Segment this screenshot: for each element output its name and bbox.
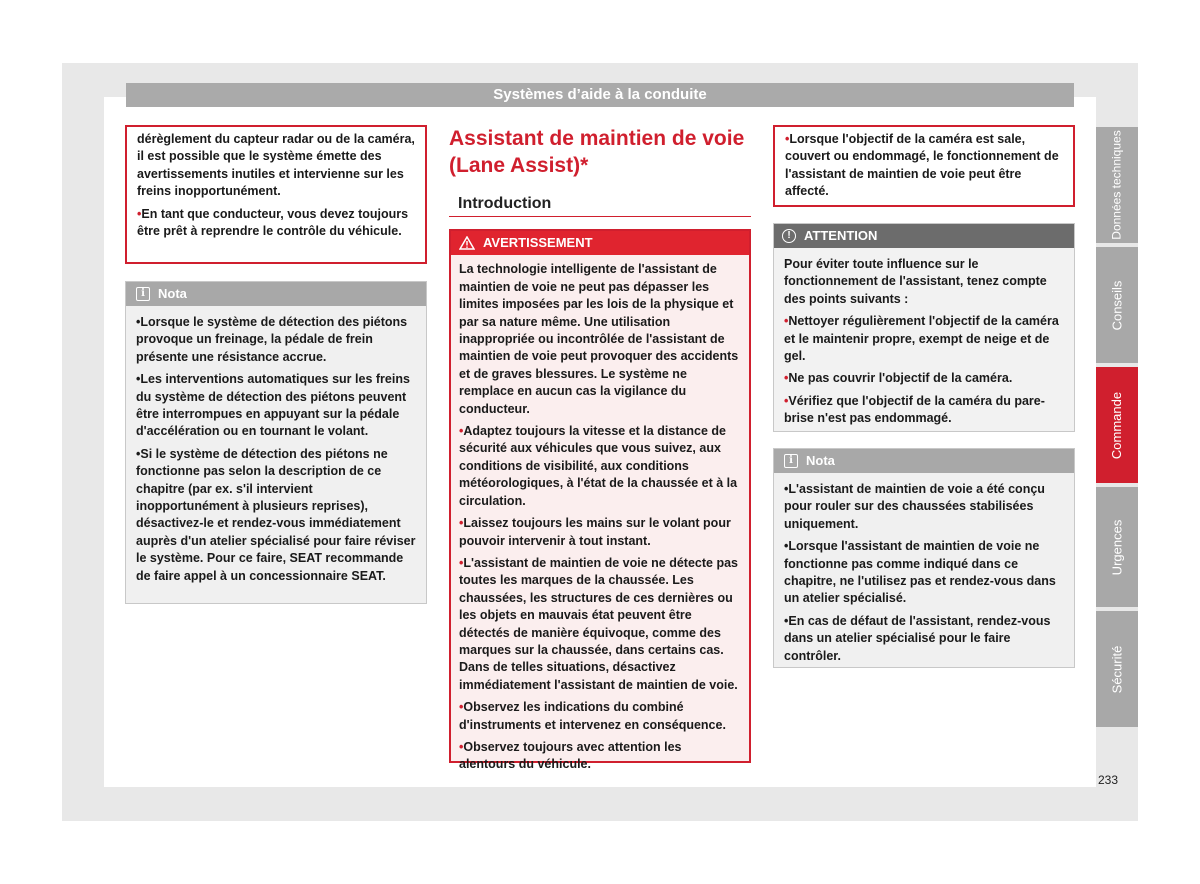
warning-title: AVERTISSEMENT (483, 235, 593, 251)
exclamation-circle-icon: ! (782, 229, 796, 243)
bullet-item: • Lorsque l'objectif de la caméra est sale, couvert ou endommagé, le fonctionnement de l'assistant de maintien de voie peut être affecté. (785, 131, 1063, 201)
note-header (774, 449, 1074, 473)
note-header (126, 282, 426, 306)
note-item: • L'assistant de maintien de voie a été conçu pour rouler sur des chaussées stabilisées uniquement. (784, 481, 1064, 533)
note-box (125, 281, 427, 604)
warning-intro: La technologie intelligente de l'assistant de maintien de voie ne peut pas dépasser les limites imposées par les lois de la physique et par sa nature même. Une utilisation inappropriée ou incontrôlée de l'assistant de maintien de voie peut provoquer des accidents et de graves blessures. Le système ne remplace en aucun cas la vigilance du conducteur. (459, 262, 739, 416)
attention-item: • Nettoyer régulièrement l'objectif de la caméra et le maintenir propre, exempt de neige et de gel. (784, 313, 1064, 365)
continued-warning-box (125, 125, 427, 264)
attention-item: • Ne pas couvrir l'objectif de la caméra. (784, 370, 1064, 387)
warning-triangle-icon (459, 236, 475, 250)
note-item: • Lorsque le système de détection des piétons provoque un freinage, la pédale de frein présente une résistance accrue. (136, 314, 416, 366)
warning-box (449, 229, 751, 772)
note-item: • Lorsque l'assistant de maintien de voie ne fonctionne pas comme indiqué dans ce chapitre, ne l'utilisez pas et rendez-vous dans un atelier spécialisé. (784, 538, 1064, 608)
note-item: • En cas de défaut de l'assistant, rendez-vous dans un atelier spécialisé pour le faire contrôler. (784, 613, 1064, 665)
warning-item: • Observez les indications du combiné d'instruments et intervenez en conséquence. (459, 699, 741, 734)
tab-commande[interactable]: Commande (1096, 367, 1138, 483)
warning-item: • Adaptez toujours la vitesse et la distance de sécurité aux véhicules que vous suivez, aux conditions de visibilité, aux conditions météorologiques, à l'état de la chaussée et à la circulation. (459, 423, 741, 510)
page-number: 233 (1098, 773, 1119, 787)
continued-warning-box (773, 125, 1075, 207)
tab-securite[interactable]: Sécurité (1096, 611, 1138, 727)
bullet-item: • En tant que conducteur, vous devez toujours être prêt à reprendre le contrôle du véhicule. (137, 206, 415, 241)
page-header: Systèmes d’aide à la conduite (126, 83, 1074, 107)
paragraph: dérèglement du capteur radar ou de la caméra, il est possible que le système émette des avertissements inutiles et intervienne sur les freins inopportunément. (137, 132, 415, 199)
note-title: Nota (806, 453, 835, 468)
warning-header (451, 231, 749, 255)
tab-conseils[interactable]: Conseils (1096, 247, 1138, 363)
note-title: Nota (158, 286, 187, 301)
note-item: • Si le système de détection des piétons ne fonctionne pas selon la description de ce chapitre (par ex. s'il intervient inopportunément à plusieurs reprises), désactivez-le et rendez-vous immédiatement auprès d'un atelier spécialisé pour faire réviser le système. Pour ce faire, SEAT recommande de faire appel à un concessionnaire SEAT. (136, 446, 416, 585)
note-box (773, 448, 1075, 668)
note-item: • Les interventions automatiques sur les freins du système de détection des piétons peuvent être interrompues en appuyant sur la pédale d'accélération ou en tournant le volant. (136, 371, 416, 441)
info-icon: i (784, 454, 798, 468)
column-left (125, 125, 427, 604)
info-icon: i (136, 287, 150, 301)
tab-urgences[interactable]: Urgences (1096, 487, 1138, 607)
attention-box (773, 223, 1075, 432)
section-title: Assistant de maintien de voie (Lane Assist)* (449, 127, 745, 177)
column-right (773, 125, 1075, 668)
column-middle (449, 125, 751, 772)
tab-donnees-techniques[interactable]: Données techniques (1096, 127, 1138, 243)
attention-intro: Pour éviter toute influence sur le fonctionnement de l'assistant, tenez compte des points suivants : (784, 257, 1047, 306)
attention-item: • Vérifiez que l'objectif de la caméra du pare-brise n'est pas endommagé. (784, 393, 1064, 428)
subsection-title: Introduction (449, 195, 751, 217)
attention-title: ATTENTION (804, 228, 878, 243)
warning-item: • L'assistant de maintien de voie ne détecte pas toutes les marques de la chaussée. Les chaussées, les structures de ces dernières ou les objets en mauvais état peuvent être détectés de manière équivoque, comme des marques sur la chaussée, dans certains cas. Dans de telles situations, désactivez immédiatement l'assistant de maintien de voie. (459, 555, 741, 694)
attention-header (774, 224, 1074, 248)
warning-item: • Observez toujours avec attention les alentours du véhicule. (459, 739, 741, 774)
warning-item: • Laissez toujours les mains sur le volant pour pouvoir intervenir à tout instant. (459, 515, 741, 550)
